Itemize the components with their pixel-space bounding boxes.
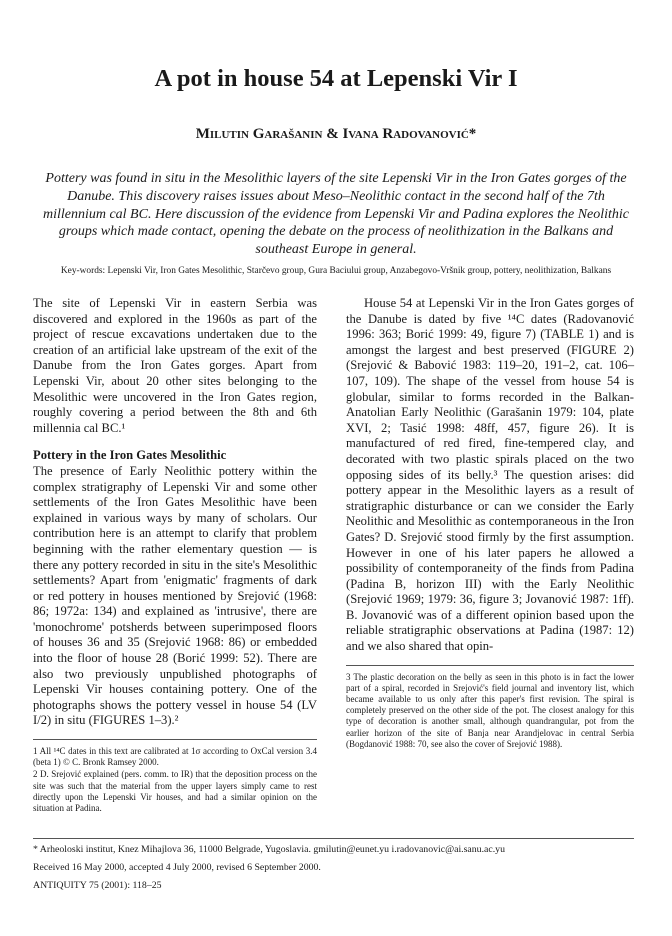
footnote-1: 1 All ¹⁴C dates in this text are calibrated at 1σ according to OxCal version 3.4 (beta 1) © C. Bronk Ramsey 2000. [33, 746, 317, 768]
right-column [346, 296, 634, 751]
footnote-3: 3 The plastic decoration on the belly as seen in this photo is in fact the lower part of a spiral, recorded in Srejović's field journal and inventory list, which became available to us only after this paper's first revision. The spiral is completely preserved on the other side of the pot. The closest analogy for this type of decoration is another small, although quandrangular, pot from the earlier horizon of the site of Banja near Arandjelovac in central Serbia (Bogdanović 1988: 70, see also the cover of Srejović 1988). [346, 671, 634, 749]
affiliation-divider [33, 838, 634, 839]
right-paragraph-house54: House 54 at Lepenski Vir in the Iron Gates gorges of the Danube is dated by five ¹⁴C dates (Radovanović 1996: 363; Borić 1999: 49, figure 7) (TABLE 1) and is amongst the largest and best preserved (FIGURE 2) (Srejović & Babović 1983: 119–20, 191–2, cat. 106–107, 109). The shape of the vessel from house 54 is globular, similar to forms recorded in the Balkan-Anatolian Early Neolithic (Garašanin 1979: 104, plate XVI, 2; Tasić 1998: 48ff, 457, figure 26). It is manufactured of red fired, fine-tempered clay, and decorated with two plastic spirals placed on the two opposing sides of its belly.³ The question arises: did pottery appear in the Mesolithic layers as a result of stratigraphic disturbance or can we consider the Early Neolithic and Mesolithic as contemporaneous in the Iron Gates? D. Srejović stood firmly by the first assumption. However in one of his later papers he allowed a possibility of contemporaneity of the finds from Padina (Padina B, horizon III) with the Early Neolithic (Srejović 1969; 1979: 36, figure 3; Jovanović 1987: 1ff). B. Jovanović was of a different opinion based upon the reliable stratigraphic observations at Padina (1987: 12) and we also shared that opin- [346, 296, 634, 654]
left-paragraph-pottery: The presence of Early Neolithic pottery within the complex stratigraphy of Lepenski Vir and some other settlements of the Iron Gates Mesolithic have been explained in various ways by many of scholars. Our contribution here is an attempt to clarify that problem beginning with the rather elementary question — is there any pottery recorded in situ in the site's Mesolithic settlements? Apart from 'enigmatic' fragments of dark or red pottery in houses mentioned by Srejović (1968: 86; 1972a: 134) and explained as 'intrusive', there are 'monochrome' potsherds between superimposed floors of houses 36 and 35 (Srejović 1968: 86) or embedded into the floor of house 28 (Borić 1999: 52). There are also two previously unpublished photographs of Lepenski Vir houses containing pottery. One of the photographs shows the pottery vessel in house 54 (LV I/2) in situ (FIGURES 1–3).² [33, 463, 317, 728]
article-title: A pot in house 54 at Lepenski Vir I [154, 65, 518, 92]
left-column [33, 296, 317, 815]
left-footnote-divider [33, 739, 317, 740]
author-affiliation: * Arheoloski institut, Knez Mihajlova 36, 11000 Belgrade, Yugoslavia. gmilutin@eunet.yu i.radovanovic@ai.sanu.ac.yu [33, 844, 505, 855]
journal-citation: ANTIQUITY 75 (2001): 118–25 [33, 880, 162, 891]
article-authors: Milutin Garašanin & Ivana Radovanović* [195, 126, 477, 142]
article-abstract: Pottery was found in situ in the Mesolithic layers of the site Lepenski Vir in the Iron Gates gorges of the Danube. This discovery raises issues about Meso–Neolithic contact in the second half of the 7th millennium cal BC. Here discussion of the evidence from Lepenski Vir and Padina explores the Neolithic groups which made contact, opening the debate on the process of neolithization in the Balkans and southeast Europe in general. [42, 171, 630, 258]
section-heading-pottery: Pottery in the Iron Gates Mesolithic [33, 448, 227, 463]
article-keywords: Key-words: Lepenski Vir, Iron Gates Mesolithic, Starčevo group, Gura Baciului group, Anzabegovo-Vršnik group, pottery, neolithization, Balkans [60, 266, 612, 276]
left-paragraph-intro: The site of Lepenski Vir in eastern Serbia was discovered and explored in the 1960s as part of the project of rescue excavations undertaken due to the creation of an artificial lake upstream of the exit of the Danube from the Iron Gates gorges. Apart from Lepenski Vir, about 20 other sites belonging to the Mesolithic were uncovered in the Iron Gates region, roughly covering a period between the 8th and 6th millennia cal BC.¹ [33, 296, 317, 435]
received-dates: Received 16 May 2000, accepted 4 July 2000, revised 6 September 2000. [33, 862, 321, 873]
right-footnote-divider [346, 665, 634, 666]
footnote-2: 2 D. Srejović explained (pers. comm. to IR) that the deposition process on the site was such that the material from the upper layers simply came to rest directly upon the Lepenski Vir houses, and had a similar opinion on the situation at Padina. [33, 769, 317, 814]
